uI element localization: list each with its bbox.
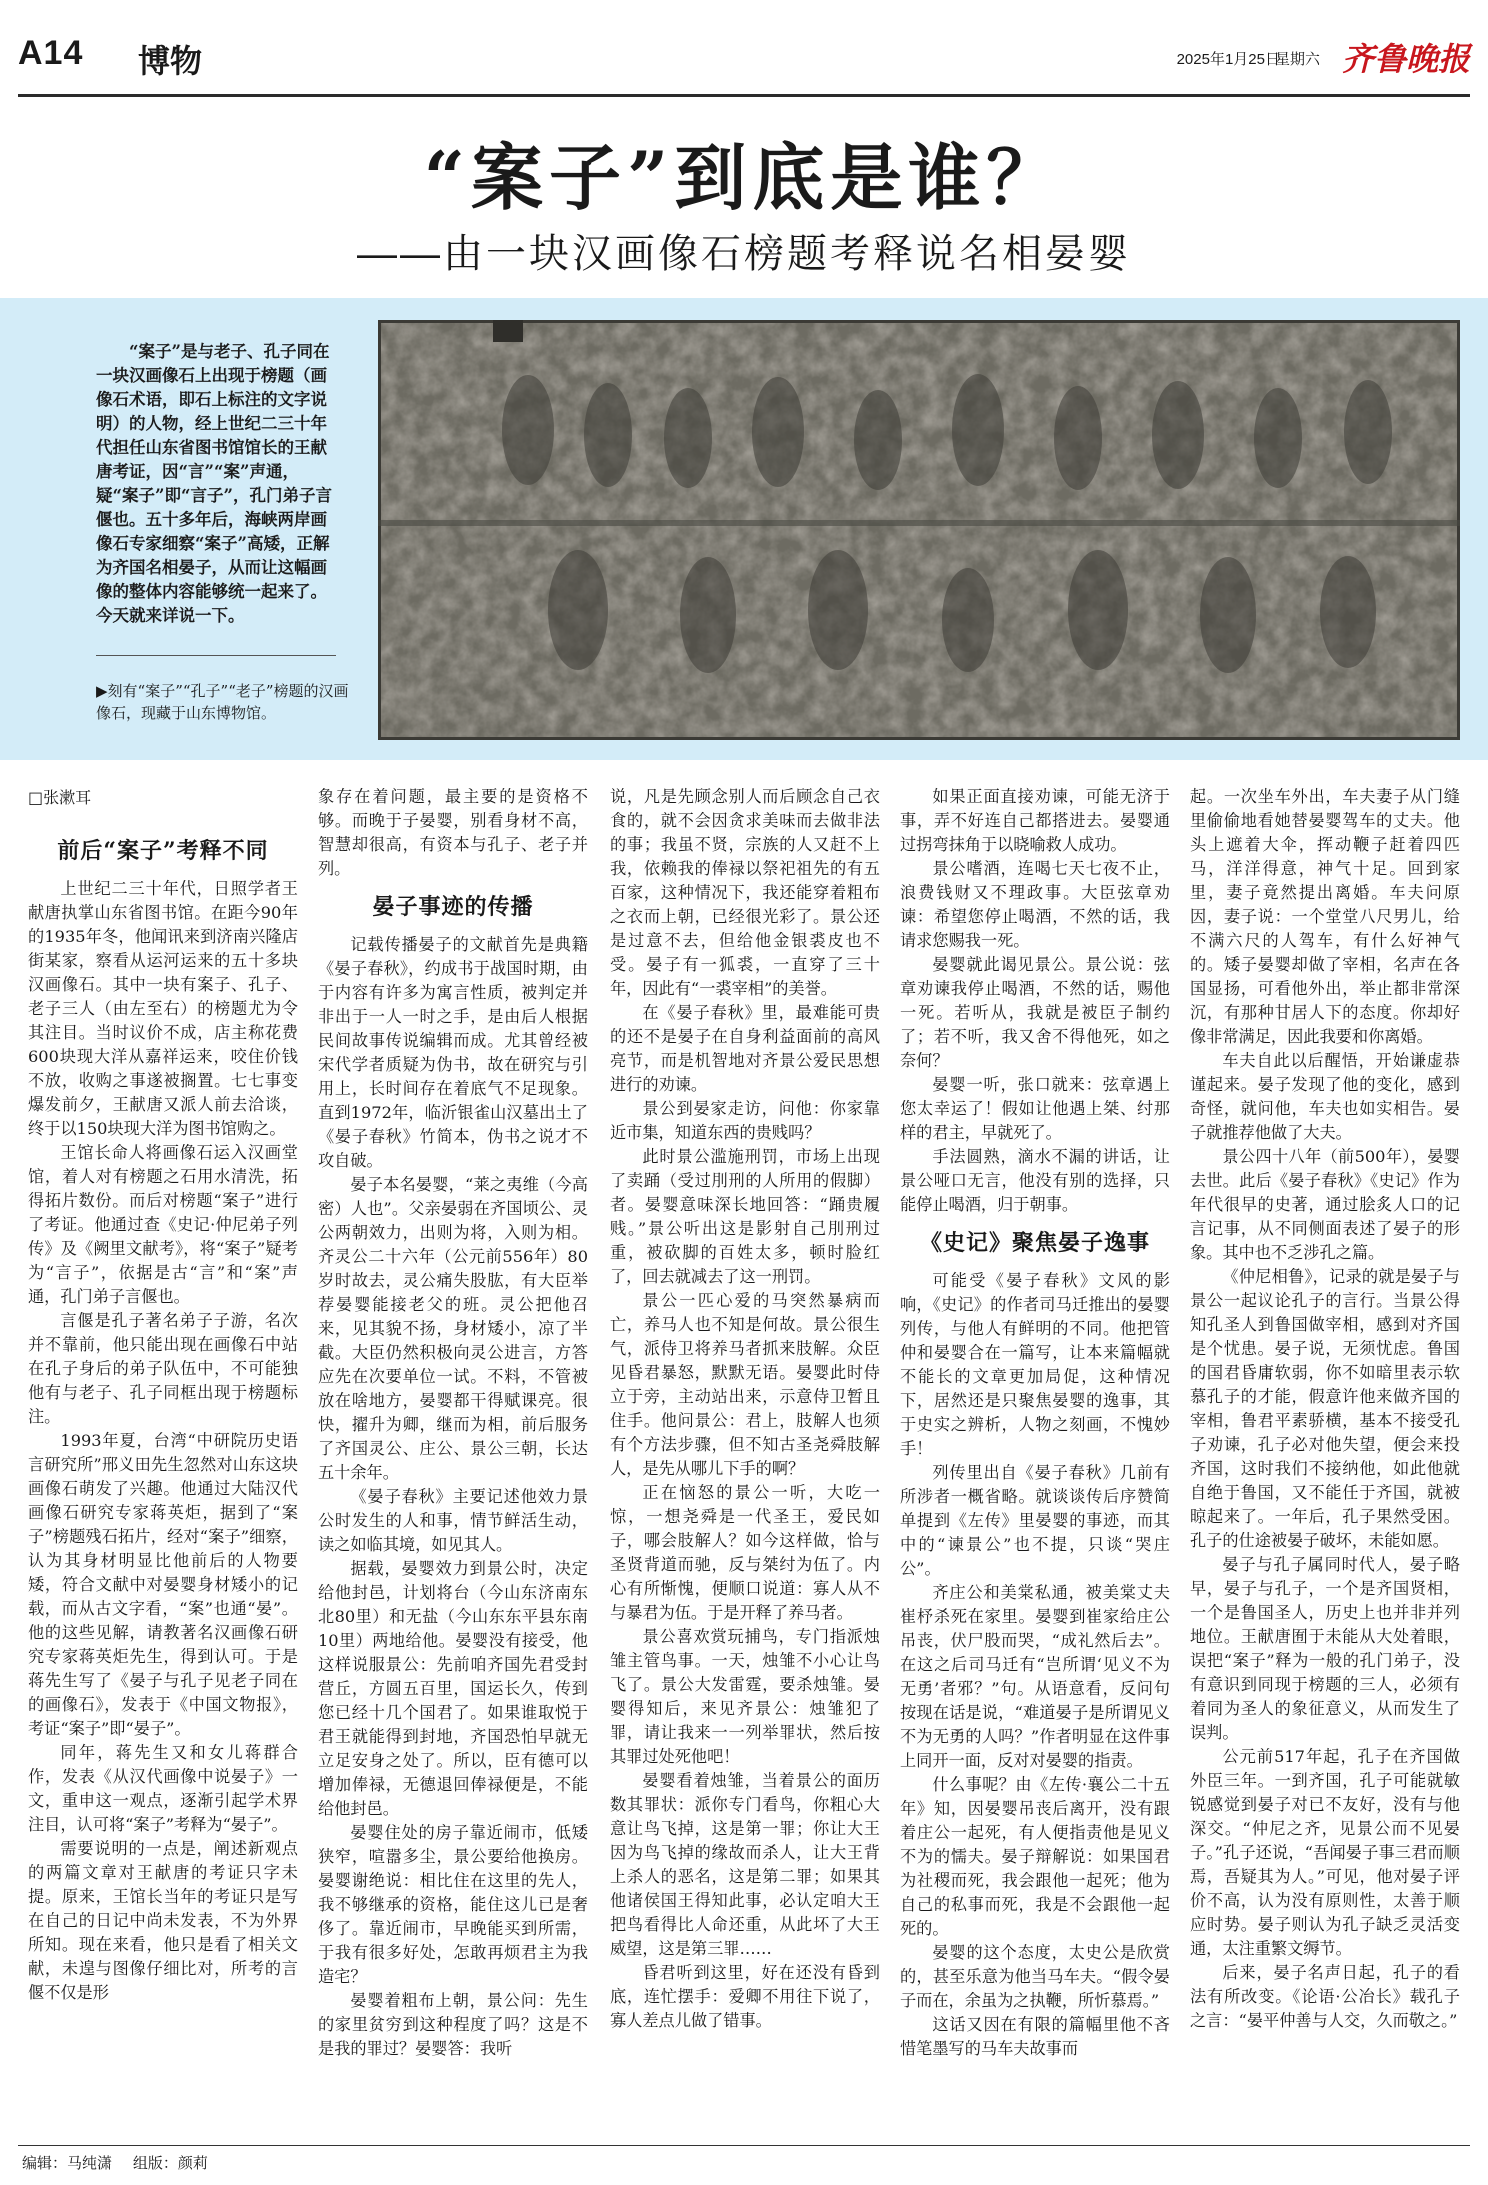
paragraph: 此时景公滥施刑罚，市场上出现了卖踊（受过刖刑的人所用的假脚）者。晏婴意味深长地回答：“踊贵履贱。”景公听出这是影射自己刖刑过重，被砍脚的百姓太多，顿时脸红了，回去就减去了这一刑罚。 xyxy=(610,1147,880,1286)
paragraph: 昏君听到这里，好在还没有昏到底，连忙摆手：爱卿不用往下说了，寡人差点儿做了错事。 xyxy=(610,1963,880,2030)
headline: “案子”到底是谁？ xyxy=(423,135,1065,220)
paragraph: 王馆长命人将画像石运入汉画堂馆，着人对有榜题之石用水清洗，拓得拓片数份。而后对榜题“案子”进行了考证。他通过查《史记·仲尼弟子列传》及《阙里文献考》，将“案子”疑考为“言子”，依据是古“言”和“案”声通，孔门弟子言偃也。 xyxy=(28,1143,298,1306)
newspaper-logo: 齐鲁晚报 xyxy=(1341,40,1470,78)
issue-weekday: 星期六 xyxy=(1274,51,1320,68)
paragraph: 景公嗜酒，连喝七天七夜不止，浪费钱财又不理政事。大臣弦章劝谏：希望您停止喝酒，不然的话，我请求您赐我一死。 xyxy=(900,859,1170,950)
paragraph: 《晏子春秋》主要记述他效力景公时发生的人和事，情节鲜活生动，读之如临其境，如见其人。 xyxy=(318,1487,588,1554)
paragraph: 言偃是孔子著名弟子子游，名次并不靠前，他只能出现在画像石中站在孔子身后的弟子队伍中，不可能独他有与老子、孔子同框出现于榜题标注。 xyxy=(28,1311,298,1426)
paragraph: 齐庄公和美棠私通，被美棠丈夫崔杼杀死在家里。晏婴到崔家给庄公吊丧，伏尸股而哭，“成礼然后去”。在这之后司马迁有“岂所谓‘见义不为无勇’者邪？”句。从语意看，反问句按现在话是说，“难道晏子是所谓见义不为无勇的人吗？”作者明显在这件事上同开一面，反对对晏婴的指责。 xyxy=(900,1583,1170,1770)
subheadline: ——由一块汉画像石榜题考释说名相晏婴 xyxy=(357,232,1131,276)
paragraph: 晏婴看着烛雏，当着景公的面历数其罪状：派你专门看鸟，你粗心大意让鸟飞掉，这是第一罪；你让大王因为鸟飞掉的缘故而杀人，让大王背上杀人的恶名，这是第二罪；如果其他诸侯国王得知此事，必认定咱大王把鸟看得比人命还重，从此坏了大王威望，这是第三罪…… xyxy=(610,1771,880,1958)
paragraph: 据载，晏婴效力到景公时，决定给他封邑，计划将台（今山东济南东北80里）和无盐（今山东东平县东南10里）两地给他。晏婴没有接受，他这样说服景公：先前咱齐国先君受封营丘，方圆五百里，国运长久，传到您已经十几个国君了。如果谁取悦于君王就能得到封地，齐国恐怕早就无立足安身之处了。所以，臣有德可以增加俸禄，无德退回俸禄便是，不能给他封邑。 xyxy=(318,1559,588,1818)
paragraph: 后来，晏子名声日起，孔子的看法有所改变。《论语·公冶长》载孔子之言：“晏平仲善与人交，久而敬之。” xyxy=(1190,1963,1460,2030)
paragraph: 车夫自此以后醒悟，开始谦虚恭谨起来。晏子发现了他的变化，感到奇怪，就问他，车夫也如实相告。晏子就推荐他做了大夫。 xyxy=(1190,1051,1460,1142)
section-title: 博物 xyxy=(138,42,203,80)
article-column-1 xyxy=(28,825,298,2140)
footer-divider xyxy=(18,2145,1470,2146)
intro-text: “案子”是与老子、孔子同在一块汉画像石上出现于榜题（画像石术语，即石上标注的文字说明）的人物，经上世纪二三十年代担任山东省图书馆馆长的王献唐考证，因“言”“案”声通，疑“案子”即“言子”，孔门弟子言偃也。五十多年后，海峡两岸画像石专家细察“案子”高矮，正解为齐国名相晏子，从而让这幅画像的整体内容能够统一起来了。今天就来详说一下。 xyxy=(96,342,332,625)
paragraph: 正在恼怒的景公一听，大吃一惊，一想尧舜是一代圣王，爱民如子，哪会肢解人？如今这样做，恰与圣贤背道而驰，反与桀纣为伍了。内心有所惭愧，便顺口说道：寡人从不与暴君为伍。于是开释了养马者。 xyxy=(610,1483,880,1622)
paragraph: 需要说明的一点是，阐述新观点的两篇文章对王献唐的考证只字未提。原来，王馆长当年的考证只是写在自己的日记中尚未发表，不为外界所知。现在来看，他只是看了相关文献，未遑与图像仔细比对，所考的言偃不仅是形 xyxy=(28,1839,298,2002)
paragraph: 象存在着问题，最主要的是资格不够。而晚于子晏婴，别看身材不高，智慧却很高，有资本与孔子、老子并列。 xyxy=(318,787,588,878)
paragraph: 晏婴一听，张口就来：弦章遇上您太幸运了！假如让他遇上桀、纣那样的君主，早就死了。 xyxy=(900,1075,1170,1142)
photo-caption: ▶刻有“案子”“孔子”“老子”榜题的汉画像石，现藏于山东博物馆。 xyxy=(96,682,349,722)
paragraph: 如果正面直接劝谏，可能无济于事，弄不好连自己都搭进去。晏婴通过拐弯抹角于以晓喻救人成功。 xyxy=(900,787,1170,854)
paragraph: 晏婴的这个态度，太史公是欣赏的，甚至乐意为他当马车夫。“假令晏子而在，余虽为之执鞭，所忻慕焉。” xyxy=(900,1943,1170,2010)
paragraph: 手法圆熟，滴水不漏的讲话，让景公哑口无言，他没有别的选择，只能停止喝酒，归于朝事。 xyxy=(900,1147,1170,1214)
paragraph: 晏婴就此谒见景公。景公说：弦章劝谏我停止喝酒，不然的话，赐他一死。若听从，我就是被臣子制约了；若不听，我又舍不得他死，如之奈何？ xyxy=(900,955,1170,1070)
byline: □张漱耳 xyxy=(28,788,92,807)
article-column-3 xyxy=(610,785,880,2140)
intro-divider xyxy=(96,655,336,656)
footer-credits xyxy=(22,2152,208,2173)
paragraph: 什么事呢？由《左传·襄公二十五年》知，因晏婴吊丧后离开，没有跟着庄公一起死，有人便指责他是见义不为的懦夫。晏子辩解说：如果国君为社稷而死，我会跟他一起死；他为自己的私事而死，我是不会跟他一起死的。 xyxy=(900,1775,1170,1938)
paragraph: 起。一次坐车外出，车夫妻子从门缝里偷偷地看她替晏婴驾车的丈夫。他头上遮着大伞，挥动鞭子赶着四匹马，洋洋得意，神气十足。回到家里，妻子竟然提出离婚。车夫问原因，妻子说：一个堂堂八尺男儿，给不满六尺的人驾车，有什么好神气的。矮子晏婴却做了宰相，名声在各国显扬，可看他外出，举止都非常深沉，有那种甘居人下的态度。你却好像非常满足，因此我要和你离婚。 xyxy=(1190,787,1460,1046)
stone-relief-photo xyxy=(378,320,1460,740)
editor-credit: 编辑：马纯潇 xyxy=(22,2155,113,2172)
paragraph: 景公一匹心爱的马突然暴病而亡，养马人也不知是何故。景公很生气，派侍卫将养马者抓来肢解。众臣见昏君暴怒，默默无语。晏婴此时侍立于旁，主动站出来，示意侍卫暂且住手。他问景公：君上，肢解人也须有个方法步骤，但不知古圣尧舜肢解人，是先从哪儿下手的啊？ xyxy=(610,1291,880,1478)
paragraph: 列传里出自《晏子春秋》几前有所涉者一概省略。就谈谈传后序赞简单提到《左传》里晏婴的事迹，而其中的“谏景公”也不提，只谈“哭庄公”。 xyxy=(900,1463,1170,1578)
article-column-4 xyxy=(900,785,1170,2140)
paragraph: 公元前517年起，孔子在齐国做外臣三年。一到齐国，孔子可能就敏锐感觉到晏子对已不友好，没有与他深交。“仲尼之齐，见景公而不见晏子。”孔子还说，“吾闻晏子事三君而顺焉，吾疑其为人。”可见，他对晏子评价不高，认为没有原则性，太善于顺应时势。晏子则认为孔子缺乏灵活变通，太注重繁文缛节。 xyxy=(1190,1747,1460,1958)
paragraph: 晏子与孔子属同时代人，晏子略早，晏子与孔子，一个是齐国贤相，一个是鲁国圣人，历史上也并非并列地位。王献唐囿于未能从大处着眼，误把“案子”释为一般的孔门弟子，没有意识到同现于榜题的三人，必须有着同为圣人的象征意义，从而发生了误判。 xyxy=(1190,1555,1460,1742)
paragraph: 说，凡是先顾念别人而后顾念自己衣食的，就不会因贪求美味而去做非法的事；我虽不贤，宗族的人又赶不上我，依赖我的俸禄以祭祀祖先的有五百家，这种情况下，我还能穿着粗布之衣而上朝，已经很光彩了。景公还是过意不去，但给他金银裘皮也不受。晏子有一狐裘，一直穿了三十年，因此有“一裘宰相”的美誉。 xyxy=(610,787,880,998)
paragraph: 上世纪二三十年代，日照学者王献唐执掌山东省图书馆。在距今90年的1935年冬，他闻讯来到济南兴隆店街某家，察看从运河运来的五十多块汉画像石。其中一块有案子、孔子、老子三人（由左至右）的榜题尤为令其注目。当时议价不成，店主称花费600块现大洋从嘉祥运来，咬住价钱不放，收购之事遂被搁置。七七事变爆发前夕，王献唐又派人前去洽谈，终于以150块现大洋为图书馆购之。 xyxy=(28,879,298,1138)
paragraph: 景公喜欢赏玩捕鸟，专门指派烛雏主管鸟事。一天，烛雏不小心让鸟飞了。景公大发雷霆，要杀烛雏。晏婴得知后，来见齐景公：烛雏犯了罪，请让我来一一列举罪状，然后按其罪过处死他吧！ xyxy=(610,1627,880,1766)
paragraph: 同年，蒋先生又和女儿蒋群合作，发表《从汉代画像中说晏子》一文，重申这一观点，逐渐引起学术界注目，认可将“案子”考释为“晏子”。 xyxy=(28,1743,298,1834)
paragraph: 1993年夏，台湾“中研院历史语言研究所”邢义田先生忽然对山东这块画像石萌发了兴趣。他通过大陆汉代画像石研究专家蒋英炬，据到了“案子”榜题残石拓片，经对“案子”细察，认为其身材明显比他前后的人物要矮，符合文献中对晏婴身材矮小的记载，而从古文字看，“案”也通“晏”。他的这些见解，请教著名汉画像石研究专家蒋英炬先生，得到认可。于是蒋先生写了《晏子与孔子见老子同在的画像石》，发表于《中国文物报》，考证“案子”即“晏子”。 xyxy=(28,1431,298,1738)
masthead xyxy=(18,30,1470,97)
section-heading: 前后“案子”考释不同 xyxy=(57,838,269,864)
paragraph: 在《晏子春秋》里，最难能可贵的还不是晏子在自身利益面前的高风亮节，而是机智地对齐景公爱民思想进行的劝谏。 xyxy=(610,1003,880,1094)
paragraph: 景公四十八年（前500年），晏婴去世。此后《晏子春秋》《史记》作为年代很早的史著，通过脍炙人口的记言记事，从不同侧面表述了晏子的形象。其中也不乏涉孔之篇。 xyxy=(1190,1147,1460,1262)
article-column-5 xyxy=(1190,785,1460,2140)
section-heading: 《史记》聚焦晏子逸事 xyxy=(919,1230,1150,1256)
issue-date: 2025年1月25日 xyxy=(1176,51,1280,68)
article-column-2 xyxy=(318,785,588,2140)
paragraph: 晏婴住处的房子靠近闹市，低矮狭窄，喧嚣多尘，景公要给他换房。晏婴谢绝说：相比住在这里的先人，我不够继承的资格，能住这儿已是奢侈了。靠近闹市，早晚能买到所需，于我有很多好处，怎敢再烦君主为我造宅？ xyxy=(318,1823,588,1986)
layout-credit: 组版：颜莉 xyxy=(132,2155,208,2172)
section-heading: 晏子事迹的传播 xyxy=(372,894,534,920)
paragraph: 晏子本名晏婴，“莱之夷维（今高密）人也”。父亲晏弱在齐国顷公、灵公两朝效力，出则为将，入则为相。齐灵公二十六年（公元前556年）80岁时故去，灵公痛失股肱，有大臣举荐晏婴能接老父的班。灵公把他召来，见其貌不扬，身材矮小，凉了半截。大臣仍然积极向灵公进言，方答应先在次要单位一试。不料，不管被放在啥地方，晏婴都干得赋课亮。很快，擢升为卿，继而为相，前后服务了齐国灵公、庄公、景公三朝，长达五十余年。 xyxy=(318,1175,588,1482)
page-number: A14 xyxy=(18,34,84,72)
paragraph: 这话又因在有限的篇幅里他不吝惜笔墨写的马车夫故事而 xyxy=(900,2015,1170,2058)
paragraph: 《仲尼相鲁》，记录的就是晏子与景公一起议论孔子的言行。当景公得知孔圣人到鲁国做宰相，感到对齐国是个忧患。晏子说，无须忧虑。鲁国的国君昏庸软弱，你不如暗里表示软慕孔子的才能，假意许他来做齐国的宰相，鲁君平素骄横，基本不接受孔子劝谏，孔子必对他失望，便会来投齐国，这时我们不接纳他，如此他就自绝于鲁国，又不能任于齐国，就被晾起来了。一年后，孔子果然受困。孔子的仕途被晏子破坏，未能如愿。 xyxy=(1190,1267,1460,1550)
paragraph: 记载传播晏子的文献首先是典籍《晏子春秋》，约成书于战国时期，由于内容有许多为寓言性质，被判定并非出于一人一时之手，是由后人根据民间故事传说编辑而成。尤其曾经被宋代学者质疑为伪书，故在研究与引用上，长时间存在着底气不足现象。直到1972年，临沂银雀山汉墓出土了《晏子春秋》竹简本，伪书之说才不攻自破。 xyxy=(318,935,588,1170)
paragraph: 景公到晏家走访，问他：你家靠近市集，知道东西的贵贱吗？ xyxy=(610,1099,880,1142)
paragraph: 可能受《晏子春秋》文风的影响，《史记》的作者司马迁推出的晏婴列传，与他人有鲜明的不同。他把管仲和晏婴合在一篇写，让本来篇幅就不能长的文章更加局促，这种情况下，居然还是只聚焦晏婴的逸事，其于史实之辨析，人物之刻画，不愧妙手！ xyxy=(900,1271,1170,1458)
paragraph: 晏婴着粗布上朝，景公问：先生的家里贫穷到这种程度了吗？这是不是我的罪过？晏婴答：我听 xyxy=(318,1991,588,2058)
